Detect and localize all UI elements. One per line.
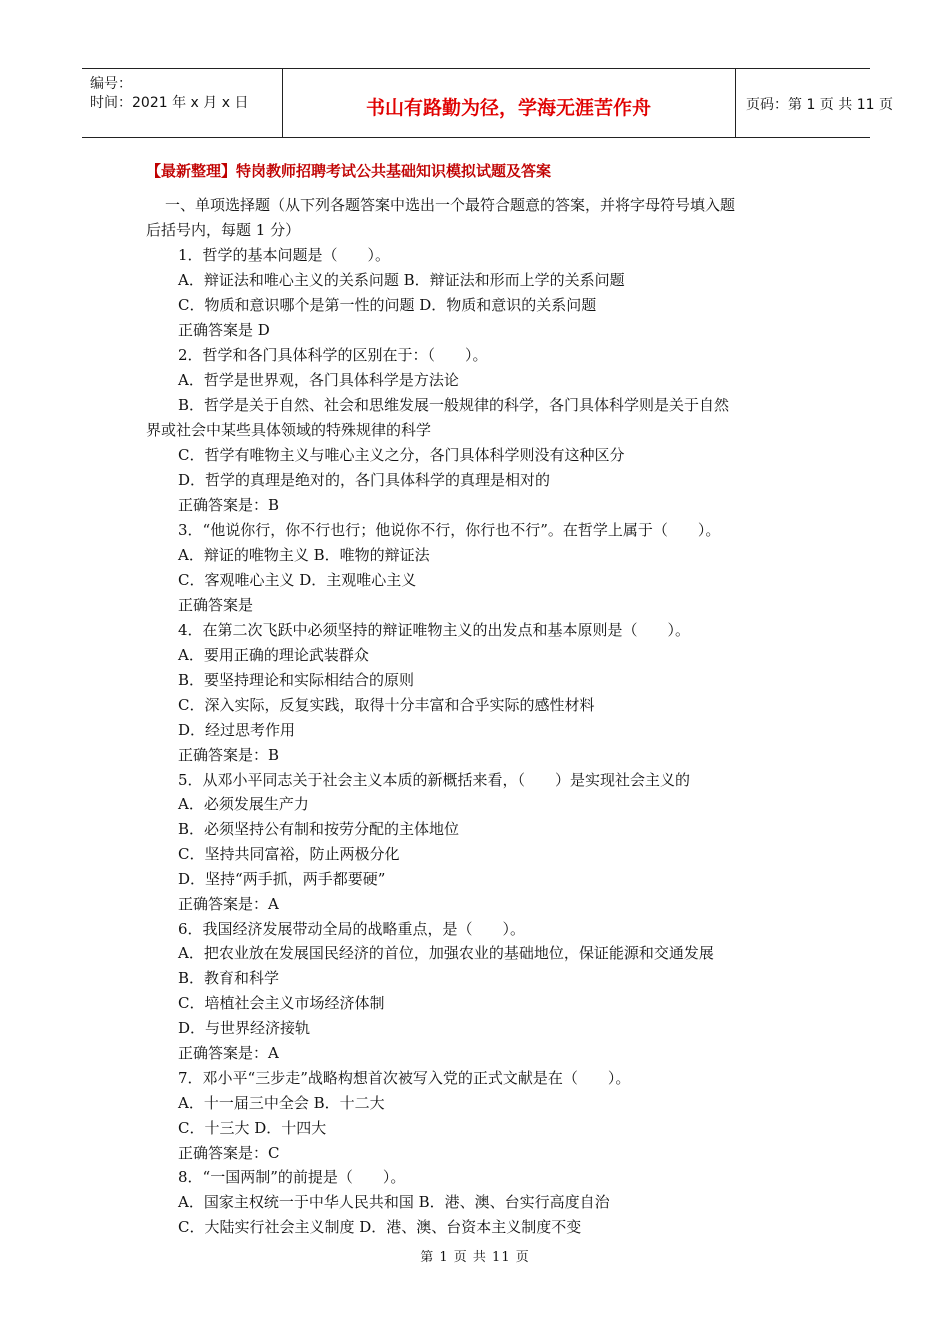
text-line: C．物质和意识哪个是第一性的问题 D．物质和意识的关系问题 (178, 296, 597, 314)
text-line: 正确答案是 (178, 596, 254, 614)
text-line: D．哲学的真理是绝对的，各门具体科学的真理是相对的 (178, 471, 551, 489)
text-line: C．客观唯心主义 D．主观唯心主义 (178, 571, 417, 589)
text-line: C．大陆实行社会主义制度 D．港、澳、台资本主义制度不变 (178, 1218, 582, 1236)
text-line: A．十一届三中全会 B．十二大 (178, 1094, 385, 1112)
text-line: 6．我国经济发展带动全局的战略重点，是（ ）。 (178, 920, 526, 938)
text-line: B．教育和科学 (178, 969, 280, 987)
text-line: D．坚持“两手抓，两手都要硬” (178, 870, 386, 888)
text-line: D．经过思考作用 (178, 721, 296, 739)
text-line: D．与世界经济接轨 (178, 1019, 311, 1037)
text-line: 正确答案是：A (178, 895, 279, 913)
text-line: C．十三大 D．十四大 (178, 1119, 327, 1137)
date-label: 时间：2021 年 x 月 x 日 (90, 95, 249, 111)
text-line: A．必须发展生产力 (178, 795, 309, 813)
text-line: 2．哲学和各门具体科学的区别在于：（ ）。 (178, 346, 488, 364)
text-line: A．把农业放在发展国民经济的首位，加强农业的基础地位，保证能源和交通发展 (178, 944, 714, 962)
text-line: 后括号内，每题 1 分） (146, 221, 301, 239)
number-label: 编号： (90, 76, 132, 92)
header-motto-cell (282, 69, 736, 137)
text-line: 正确答案是 D (178, 321, 270, 339)
text-line: 8．“一国两制”的前提是（ ）。 (178, 1168, 406, 1186)
text-line: B．必须坚持公有制和按劳分配的主体地位 (178, 820, 460, 838)
text-line: A．哲学是世界观，各门具体科学是方法论 (178, 371, 459, 389)
page-footer: 第 1 页 共 11 页 (420, 1250, 530, 1265)
text-line: C．深入实际，反复实践，取得十分丰富和合乎实际的感性材料 (178, 696, 595, 714)
text-line: A．要用正确的理论武装群众 (178, 646, 369, 664)
text-line: B．要坚持理论和实际相结合的原则 (178, 671, 415, 689)
text-line: 7．邓小平“三步走”战略构想首次被写入党的正式文献是在（ ）。 (178, 1069, 631, 1087)
text-line: 一、单项选择题（从下列各题答案中选出一个最符合题意的答案，并将字母符号填入题 (165, 196, 736, 214)
text-line: 正确答案是：B (178, 496, 280, 514)
text-line: C．坚持共同富裕，防止两极分化 (178, 845, 400, 863)
text-line: A．国家主权统一于中华人民共和国 B．港、澳、台实行高度自治 (178, 1193, 610, 1211)
text-line: 4．在第二次飞跃中必须坚持的辩证唯物主义的出发点和基本原则是（ ）。 (178, 621, 691, 639)
text-line: 1．哲学的基本问题是（ ）。 (178, 246, 391, 264)
document-title: 【最新整理】特岗教师招聘考试公共基础知识模拟试题及答案 (146, 162, 552, 180)
text-line: A．辩证法和唯心主义的关系问题 B．辩证法和形而上学的关系问题 (178, 271, 625, 289)
text-line: C．哲学有唯物主义与唯心主义之分，各门具体科学则没有这种区分 (178, 446, 625, 464)
text-line: 正确答案是：C (178, 1144, 280, 1162)
text-line: 3．“他说你行，你不行也行；他说你不行，你行也不行”。在哲学上属于（ ）。 (178, 521, 721, 539)
text-line: B．哲学是关于自然、社会和思维发展一般规律的科学，各门具体科学则是关于自然 (178, 396, 730, 414)
header-page-cell (736, 69, 893, 137)
text-line: 5．从邓小平同志关于社会主义本质的新概括来看，（ ）是实现社会主义的 (178, 771, 691, 789)
text-line: 正确答案是：A (178, 1044, 279, 1062)
text-line: 正确答案是：B (178, 746, 280, 764)
page-code: 页码：第 1 页 共 11 页 (746, 97, 893, 113)
text-line: C．培植社会主义市场经济体制 (178, 994, 385, 1012)
header-meta-cell (82, 69, 283, 137)
page-header (82, 68, 893, 138)
text-line: 界或社会中某些具体领域的特殊规律的科学 (146, 421, 432, 439)
motto: 书山有路勤为径，学海无涯苦作舟 (365, 97, 651, 119)
text-line: A．辩证的唯物主义 B．唯物的辩证法 (178, 546, 430, 564)
